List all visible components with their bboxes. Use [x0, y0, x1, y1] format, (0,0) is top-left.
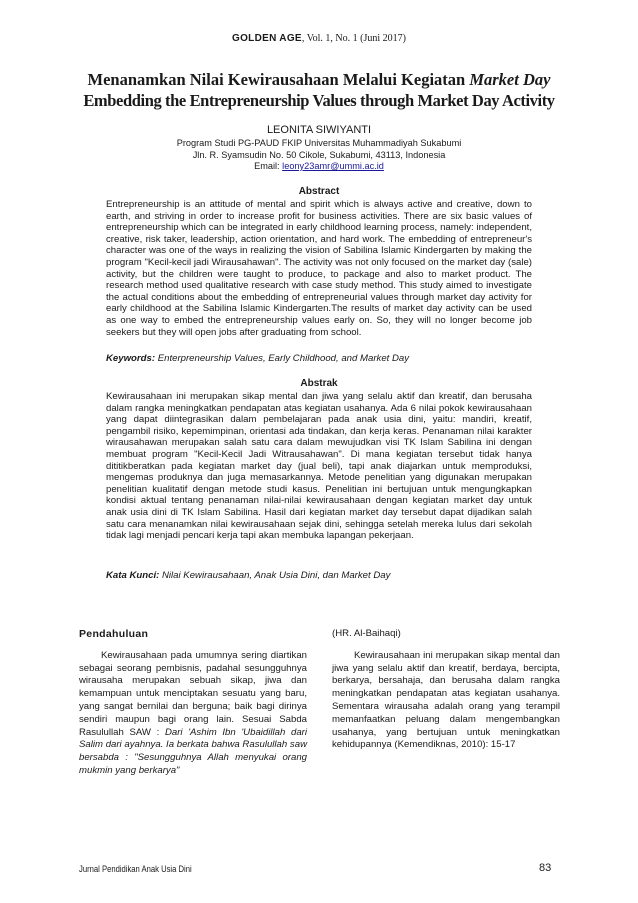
footer-journal: Jurnal Pendidikan Anak Usia Dini: [79, 864, 192, 874]
author-name: LEONITA SIWIYANTI: [266, 124, 372, 136]
journal-name: GOLDEN AGE: [232, 33, 302, 44]
right-column: [332, 628, 560, 752]
abstrak-heading: Abstrak: [300, 378, 338, 389]
left-column: [79, 628, 307, 778]
keywords-text: Enterpreneurship Values, Early Childhood, and Market Day: [155, 353, 410, 364]
email-line: [0, 161, 638, 173]
intro-paragraph: [79, 650, 307, 778]
title-indonesian-italic: Market Day: [469, 70, 551, 89]
intro-paragraph-text: Kewirausahaan pada umumnya sering diartikan sebagai seorang pembisnis, padahal sesungguhnya wirausaha merupakan sebuah sikap, jiwa dan kemampuan untuk menciptakan sesuatu yang baru, yang sangat bernilai dan berguna; baik bagi dirinya sendiri maupun bagi orang lain. Sesuai Sabda Rasulullah SAW :: [79, 649, 307, 738]
second-paragraph: Kewirausahaan ini merupakan sikap mental dan jiwa yang selalu aktif dan kreatif, berdaya, bercipta, berkarya, bersahaja, dan berusaha dalam rangka meningkatkan pendapatan atas kegiatan usahanya. Sementara wirausaha adalah orang yang terampil memanfaatkan peluang dalam mengembangkan usahanya, yang bertujuan untuk meningkatkan kehidupannya (Kemendiknas, 2010): 15-17: [332, 649, 560, 751]
address: Jln. R. Syamsudin No. 50 Cikole, Sukabumi, 43113, Indonesia: [192, 149, 446, 160]
title-indonesian: [40, 70, 598, 90]
keywords-label: Keywords:: [106, 353, 156, 364]
email-link[interactable]: leony23amr@ummi.ac.id: [282, 161, 384, 171]
page-number: 83: [539, 862, 552, 874]
abstract-body: Entrepreneurship is an attitude of mental and spirit which is always active and creative, down to earth, and striving in order to increase profit for business activities. There are six basic values of entrepreneurship which can be integrated in early childhood learning process, namely: independent, creative, risk taker, leadership, action orientation, and hard work. The embedding of entrepreneur's character was one of the ways in realizing the vision of Sabilina Islamic Kindergarten by making the program "Kecil-kecil jadi Wirausahawan". The activity was not only focused on the market day (sale) activity, but the children were taught to produce, to package and also to market product. The research method used qualitative research with case study method. This study aimed to investigate the actual conditions about the embedding of entrepreneurial values through market day activity for early childhood at the Sabilina Islamic Kindergarten.The results of market day activity can be used as one way to embed the entrepreneurship values early on. So, they will no longer become job seekers but they will open jobs after graduating from school.: [106, 199, 532, 338]
hadith-source: (HR. Al-Baihaqi): [332, 628, 401, 639]
title-english: Embedding the Entrepreneurship Values through Market Day Activity: [83, 91, 555, 110]
keywords-line: [106, 353, 532, 365]
abstract-heading: Abstract: [298, 186, 340, 197]
affiliation: Program Studi PG-PAUD FKIP Universitas Muhammadiyah Sukabumi: [176, 138, 462, 148]
email-label: Email:: [254, 161, 283, 171]
running-header: [0, 33, 638, 44]
title-indonesian-main: Menanamkan Nilai Kewirausahaan Melalui Kegiatan: [87, 70, 470, 89]
kata-kunci-label: Kata Kunci:: [106, 570, 160, 581]
journal-issue: , Vol. 1, No. 1 (Juni 2017): [301, 33, 406, 44]
abstrak-body: Kewirausahaan ini merupakan sikap mental dan jiwa yang selalu aktif dan kreatif, dan berusaha dalam rangka meningkatkan pendapatan atas kegiatan usahanya. Ada 6 nilai pokok kewirausahaan yang dapat diintegrasikan dalam pembelajaran pada anak usia dini, yaitu: mandiri, kreatif, pengambil risiko, kepemimpinan, orientasi ada tindakan, dan kerja keras. Penanaman nilai karakter wirausahawan merupakan salah satu cara dalam mewujudkan visi TK Islam Sabilina ini dengan membuat program "Kecil-Kecil Jadi Witrausahawan". Di mana kegiatan tersebut tidak hanya dititikberatkan pada kegiatan market day (jual beli), tapi anak diajarkan untuk memproduksi, mengemas produknya dan juga memasarkannya. Metode penelitian yang digunakan merupakan penelitian kualitatif dengan metode studi kasus. Penelitian ini bertujuan untuk mengungkapkan kondisi aktual tentang penanaman nilai-nilai kewirausahaan dengan kegiatan market day untuk anak usia dini di TK Islam Sabilina. Hasil dari kegiatan market day tersebut dapat dijadikan salah satu cara menanamkan nilai kewirausahaan sejak dini, sehingga setelah mereka lulus dari sekolah tidak lagi menjadi pencari kerja tapi akan membuka lapangan pekerjaan.: [106, 391, 532, 542]
author-affiliation-block: [0, 138, 638, 173]
hadith-quote: Dari 'Ashim Ibn 'Ubaidillah dari Salim dari ayahnya. Ia berkata bahwa Rasulullah saw bersabda : "Sesungguhnya Allah menyukai orang mukmin yang berkarya": [79, 726, 307, 776]
section-heading: Pendahuluan: [79, 628, 149, 640]
kata-kunci-text: Nilai Kewirausahaan, Anak Usia Dini, dan Market Day: [159, 570, 391, 581]
kata-kunci-line: [106, 570, 532, 582]
